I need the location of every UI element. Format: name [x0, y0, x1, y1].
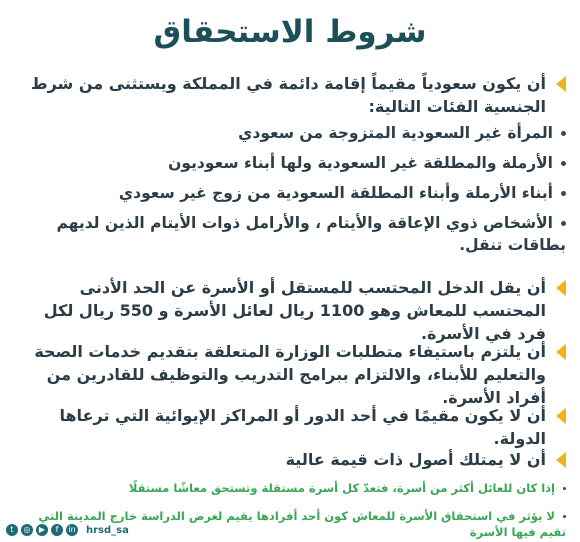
note-item: لا يؤثر في استحقاق الأسرة للمعاش كون أحد أفرادها يقيم لغرض الدراسة خارج المدينة التي تقيم فيها الأسرة	[38, 509, 566, 539]
triangle-bullet-icon	[556, 76, 566, 92]
condition-2	[14, 276, 566, 345]
condition-text: أن يلتزم باستيفاء متطلبات الوزارة المتعلقة بتقديم خدمات الصحة والتعليم للأبناء، والالتزام ببرامج التدريب والتوظيف للقادرين من أفراد الأسرة.	[34, 342, 546, 407]
condition-text: أن لا يكون مقيمًا في أحد الدور أو المراكز الإيوائية التي ترعاها الدولة.	[59, 406, 546, 448]
social-handle[interactable]: hrsd_sa	[86, 524, 129, 536]
facebook-icon[interactable]: f	[51, 524, 63, 536]
footer-social	[6, 524, 129, 536]
triangle-bullet-icon	[556, 452, 566, 468]
twitter-icon[interactable]: t	[6, 524, 18, 536]
condition-4	[14, 404, 566, 450]
condition-5	[14, 448, 566, 471]
page-title: شروط الاستحقاق	[153, 14, 427, 50]
instagram-icon[interactable]: ◎	[21, 524, 33, 536]
triangle-bullet-icon	[556, 408, 566, 424]
exception-item: الأرملة والمطلقة غير السعودية ولها أبناء سعوديون	[14, 152, 566, 174]
triangle-bullet-icon	[556, 344, 566, 360]
bullet-dot-icon	[561, 131, 566, 136]
condition-3	[14, 340, 566, 409]
triangle-bullet-icon	[556, 280, 566, 296]
condition-text: أن يقل الدخل المحتسب للمستقل أو الأسرة عن الحد الأدنى المحتسب للمعاش وهو 1100 ريال لعائل الأسرة و 550 ريال لكل فرد في الأسرة.	[43, 278, 546, 343]
bullet-dot-icon	[563, 515, 566, 518]
youtube-icon[interactable]: ▶	[36, 524, 48, 536]
condition-text: أن يكون سعودياً مقيماً إقامة دائمة في المملكة ويستثنى من شرط الجنسية الفئات التالية:	[30, 74, 546, 116]
exception-item: المرأة غير السعودية المتزوجة من سعودي	[14, 122, 566, 144]
bullet-dot-icon	[561, 161, 566, 166]
condition-text: أن لا يمتلك أصول ذات قيمة عالية	[285, 450, 546, 469]
exception-item: الأشخاص ذوي الإعاقة والأيتام ، والأرامل ذوات الأيتام الذين لديهم بطاقات تنقل.	[56, 214, 566, 254]
note-item: إذا كان للعائل أكثر من أسرة، فتعدّ كل أسرة مستقلة وتستحق معاشًا مستقلًا	[14, 480, 566, 496]
bullet-dot-icon	[561, 191, 566, 196]
linkedin-icon[interactable]: in	[66, 524, 78, 536]
condition-1	[14, 72, 566, 118]
bullet-dot-icon	[563, 487, 566, 490]
bullet-dot-icon	[561, 221, 566, 226]
exception-item: أبناء الأرملة وأبناء المطلقة السعودية من زوج غير سعودي	[14, 182, 566, 204]
